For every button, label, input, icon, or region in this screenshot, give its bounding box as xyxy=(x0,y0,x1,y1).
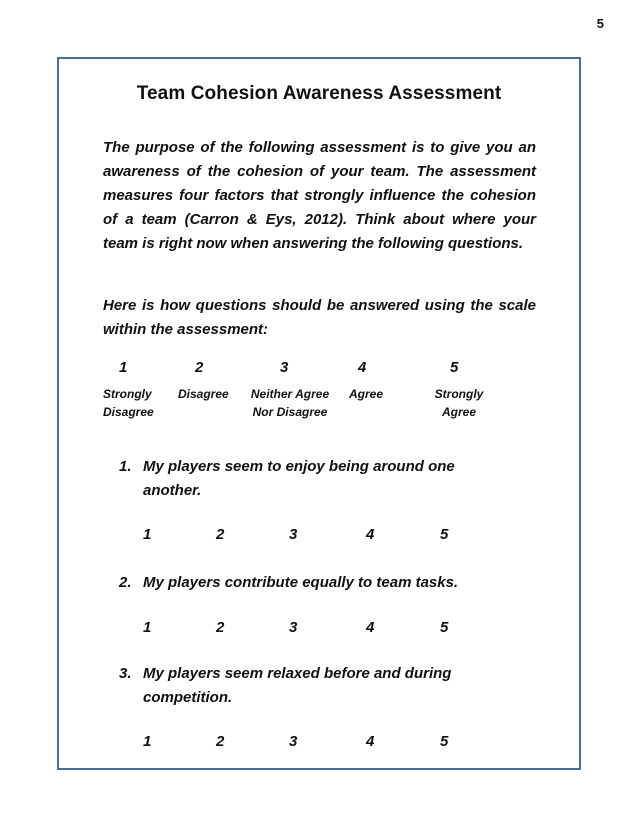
question-2 xyxy=(119,571,539,595)
scale-label-3-line1: Neither Agree xyxy=(250,387,330,401)
scale-label-5-line2: Agree xyxy=(441,405,476,419)
question-2-option-3[interactable]: 3 xyxy=(289,619,298,636)
question-1-option-1[interactable]: 1 xyxy=(143,526,152,543)
scale-number-5: 5 xyxy=(450,359,459,376)
scale-label-4-line1: Agree xyxy=(349,387,384,401)
question-1-option-2[interactable]: 2 xyxy=(216,526,225,543)
question-2-text: My players contribute equally to team tasks. xyxy=(143,574,459,591)
question-3-option-5[interactable]: 5 xyxy=(440,733,449,750)
scale-number-4: 4 xyxy=(358,359,367,376)
scale-label-2 xyxy=(178,385,229,403)
intro-paragraph: The purpose of the following assessment is to give you an awareness of the cohesion of your team. The assessment measures four factors that strongly influence the cohesion of a team (Carron & Eys, 2012). Think about where your team is right now when answering the following questions. xyxy=(103,139,536,252)
question-1 xyxy=(119,455,539,503)
question-3-text: My players seem relaxed before and during competition. xyxy=(143,665,452,706)
scale-number-1: 1 xyxy=(119,359,128,376)
page-number: 5 xyxy=(596,16,604,31)
question-3-option-1[interactable]: 1 xyxy=(143,733,152,750)
question-3 xyxy=(119,662,539,710)
question-2-option-2[interactable]: 2 xyxy=(216,619,225,636)
question-2-number: 2. xyxy=(119,574,132,591)
question-1-number: 1. xyxy=(119,458,132,475)
scale-label-1-line1: Strongly xyxy=(103,387,152,401)
question-1-text: My players seem to enjoy being around one another. xyxy=(143,458,455,499)
question-2-option-1[interactable]: 1 xyxy=(143,619,152,636)
question-1-option-3[interactable]: 3 xyxy=(289,526,298,543)
question-3-option-2[interactable]: 2 xyxy=(216,733,225,750)
instructions-paragraph: Here is how questions should be answered using the scale within the assessment: xyxy=(103,297,536,338)
question-3-option-4[interactable]: 4 xyxy=(366,733,375,750)
question-2-option-4[interactable]: 4 xyxy=(366,619,375,636)
scale-label-5-line1: Strongly xyxy=(434,387,484,401)
scale-label-3-line2: Nor Disagree xyxy=(252,405,328,419)
question-1-option-4[interactable]: 4 xyxy=(366,526,375,543)
scale-label-4 xyxy=(349,385,383,403)
scale-label-5 xyxy=(424,385,494,421)
question-1-option-5[interactable]: 5 xyxy=(440,526,449,543)
scale-label-1-line2: Disagree xyxy=(103,405,154,419)
scale-label-2-line1: Disagree xyxy=(178,387,229,401)
question-3-option-3[interactable]: 3 xyxy=(289,733,298,750)
scale-number-2: 2 xyxy=(195,359,204,376)
question-2-option-5[interactable]: 5 xyxy=(440,619,449,636)
scale-number-3: 3 xyxy=(280,359,289,376)
page-title: Team Cohesion Awareness Assessment xyxy=(136,83,502,104)
scale-label-3 xyxy=(242,385,338,421)
question-3-number: 3. xyxy=(119,665,132,682)
scale-label-1 xyxy=(103,385,154,421)
